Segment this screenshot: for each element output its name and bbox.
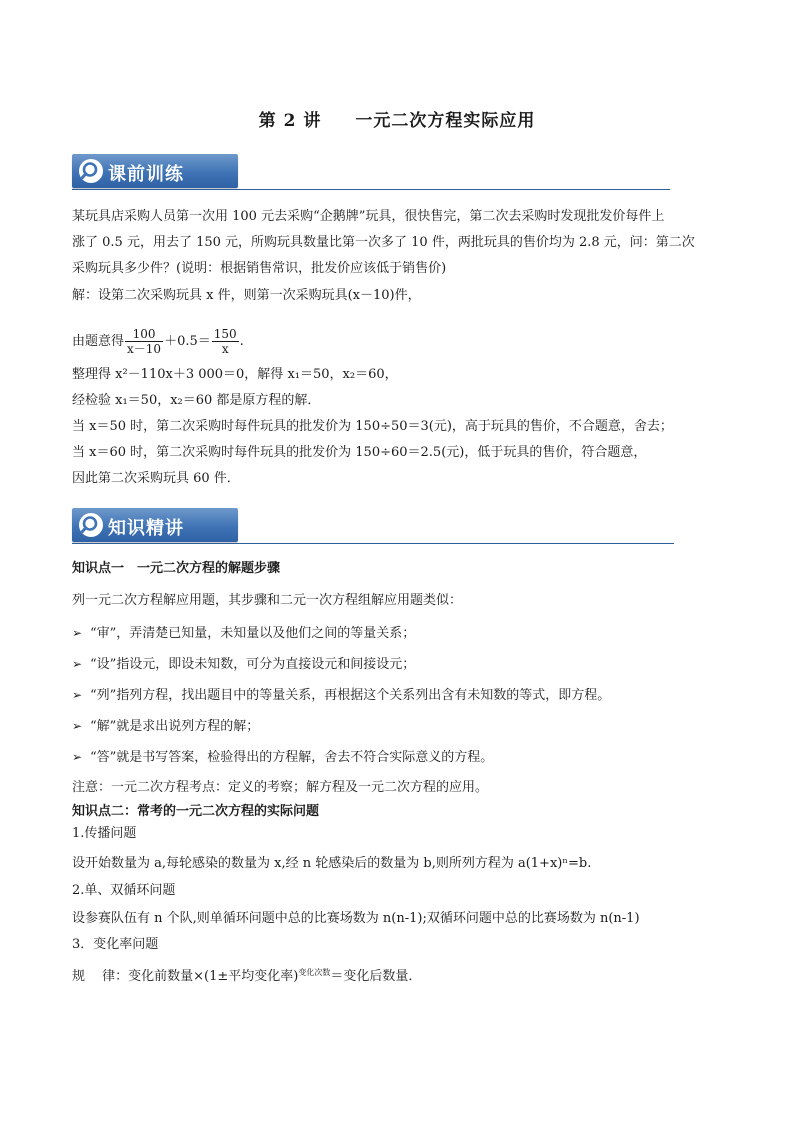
- subsection-1-title: 1.传播问题: [72, 826, 137, 841]
- step-item: ➢ “列”指列方程，找出题目中的等量关系，再根据这个关系列出含有未知数的等式，即方程。: [72, 682, 610, 709]
- equation-end: .: [239, 334, 244, 349]
- step-item: ➢ “审”，弄清楚已知量，未知量以及他们之间的等量关系；: [72, 620, 415, 647]
- magnifier-icon: [78, 512, 104, 538]
- step-item: ➢ “解”就是求出说列方程的解；: [72, 713, 259, 740]
- equation-middle: ＋0.5＝: [164, 334, 211, 349]
- fraction-100: [125, 327, 163, 356]
- section-banner-pre-class: [72, 154, 238, 188]
- banner-label: 课前训练: [108, 164, 184, 185]
- solution-line-3: 整理得 x²－110x＋3 000＝0，解得 x₁＝50，x₂＝60，: [72, 367, 398, 382]
- subsection-1-text: 设开始数量为 a,每轮感染的数量为 x,经 n 轮感染后的数量为 b,则所列方程为 a(1+x)ⁿ=b.: [72, 856, 592, 871]
- solution-line-4: 经检验 x₁＝50，x₂＝60 都是原方程的解．: [72, 393, 321, 408]
- subsection-2-text: 设参赛队伍有 n 个队,则单循环问题中总的比赛场数为 n(n-1);双循环问题中总的比赛场数为 n(n-1): [72, 911, 640, 926]
- equation-prefix: 由题意得: [72, 334, 125, 349]
- rule-text-a: ：变化前数量×(1±平均变化率): [115, 969, 299, 984]
- solution-line-5: 当 x＝50 时，第二次采购时每件玩具的批发价为 150÷50＝3(元)，高于玩具的售价，不合题意，舍去；: [72, 419, 673, 434]
- note-line: 注意：一元二次方程考点：定义的考察；解方程及一元二次方程的应用。: [72, 780, 489, 795]
- fraction-numerator: 100: [125, 327, 163, 342]
- section-divider: [72, 189, 670, 190]
- page-title: [0, 106, 794, 131]
- magnifier-icon: [78, 158, 104, 184]
- knowledge-point-2-title: 知识点二：常考的一元二次方程的实际问题: [72, 804, 320, 819]
- knowledge-point-1-title: 知识点一 一元二次方程的解题步骤: [72, 561, 281, 576]
- rule-text-b: ＝变化后数量．: [330, 969, 422, 984]
- lecture-number: 第 2 讲: [258, 111, 322, 131]
- problem-line-1: 某玩具店采购人员第一次用 100 元去采购“企鹅牌”玩具，很快售完，第二次去采购时发现批发价每件上: [72, 209, 665, 224]
- subsection-3-rule: [72, 960, 421, 990]
- fraction-150: [212, 327, 239, 356]
- problem-line-2: 涨了 0.5 元，用去了 150 元，所购玩具数量比第一次多了 10 件，两批玩具的售价均为 2.8 元，问：第二次: [72, 235, 695, 250]
- bullet-arrow-icon: ➢: [72, 626, 83, 640]
- banner-label: 知识精讲: [108, 518, 184, 539]
- knowledge-point-1-intro: 列一元二次方程解应用题，其步骤和二元一次方程组解应用题类似：: [72, 593, 463, 608]
- bullet-arrow-icon: ➢: [72, 657, 83, 671]
- solution-line-7: 因此第二次采购玩具 60 件．: [72, 471, 240, 486]
- section-divider: [72, 543, 674, 544]
- subsection-3-title: 3．变化率问题: [72, 937, 159, 952]
- section-banner-knowledge: [72, 508, 238, 542]
- fraction-denominator: x: [221, 342, 229, 356]
- rule-label: 规 律: [72, 969, 116, 984]
- fraction-denominator: x－10: [127, 342, 162, 356]
- rule-superscript: 变化次数: [298, 968, 331, 977]
- step-item: ➢ “答”就是书写答案，检验得出的方程解，舍去不符合实际意义的方程。: [72, 744, 493, 771]
- subsection-2-title: 2.单、双循环问题: [72, 883, 176, 898]
- problem-line-3: 采购玩具多少件？(说明：根据销售常识，批发价应该低于销售价): [72, 261, 447, 276]
- bullet-arrow-icon: ➢: [72, 719, 83, 733]
- lecture-topic: 一元二次方程实际应用: [355, 111, 536, 131]
- solution-line-1: 解：设第二次采购玩具 x 件，则第一次采购玩具(x－10)件，: [72, 288, 421, 303]
- bullet-arrow-icon: ➢: [72, 688, 83, 702]
- bullet-arrow-icon: ➢: [72, 750, 83, 764]
- solution-line-6: 当 x＝60 时，第二次采购时每件玩具的批发价为 150÷60＝2.5(元)，低于玩具的售价，符合题意，: [72, 445, 647, 460]
- step-item: ➢ “设”指设元，即设未知数，可分为直接设元和间接设元；: [72, 651, 415, 678]
- solution-equation: [72, 322, 244, 362]
- fraction-numerator: 150: [213, 327, 237, 341]
